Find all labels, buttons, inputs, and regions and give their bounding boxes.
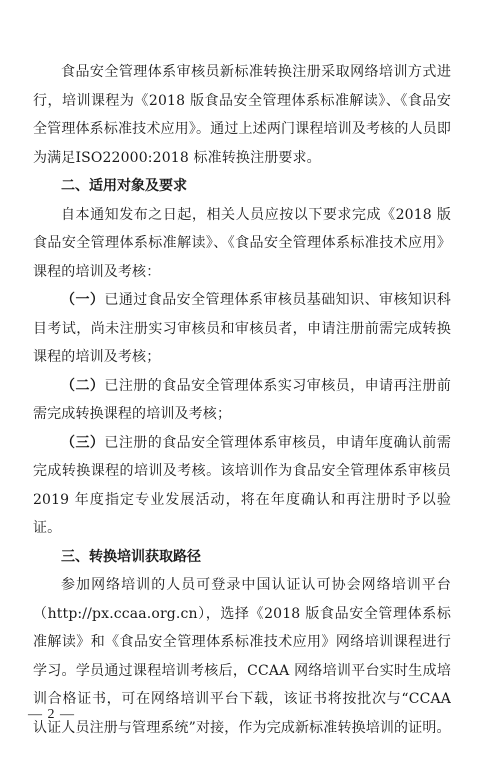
item-2-text: 已注册的食品安全管理体系实习审核员，申请再注册前需完成转换课程的培训及考核； <box>33 377 451 422</box>
section-2-heading: 二、适用对象及要求 <box>61 178 187 194</box>
item-3-number: （三） <box>61 434 105 451</box>
item-1-text: 已通过食品安全管理体系审核员基础知识、审核知识科目考试，尚未注册实习审核员和审核员者，申请注册前需完成转换课程的培训及考核； <box>33 292 451 365</box>
page-number: — 2 — <box>28 707 75 722</box>
document-body <box>33 58 451 742</box>
section-2-paragraph: 自本通知发布之日起，相关人员应按以下要求完成《2018 版食品安全管理体系标准解读》、《食品安全管理体系标准技术应用》课程的培训及考核： <box>33 206 451 280</box>
section-2-item-2 <box>33 372 451 429</box>
section-2-item-1 <box>33 286 451 372</box>
item-3-text: 已注册的食品安全管理体系审核员，申请年度确认前需完成转换课程的培训及考核。该培训作为食品安全管理体系审核员2019 年度指定专业发展活动，将在年度确认和再注册时予以验证。 <box>33 434 451 536</box>
section-3-heading: 三、转换培训获取路径 <box>61 548 201 565</box>
intro-paragraph: 食品安全管理体系审核员新标准转换注册采取网络培训方式进行，培训课程为《2018 版食品安全管理体系标准解读》、《食品安全管理体系标准技术应用》。通过上述两门课程培训及考核的人员即为满足ISO22000:2018 标准转换注册要求。 <box>33 64 451 166</box>
section-2-item-3 <box>33 429 451 543</box>
item-1-number: （一） <box>61 292 105 308</box>
section-3-paragraph: 参加网络培训的人员可登录中国认证认可协会网络培训平台（http://px.ccaa.org.cn），选择《2018 版食品安全管理体系标准解读》和《食品安全管理体系标准技术应用》网络培训课程进行学习。学员通过课程培训考核后，CCAA 网络培训平台实时生成培训合格证书，可在网络培训平台下载，该证书将按批次与“CCAA 认证人员注册与管理系统”对接，作为完成新标准转换培训的证明。 <box>33 577 451 736</box>
item-2-number: （二） <box>61 377 105 394</box>
